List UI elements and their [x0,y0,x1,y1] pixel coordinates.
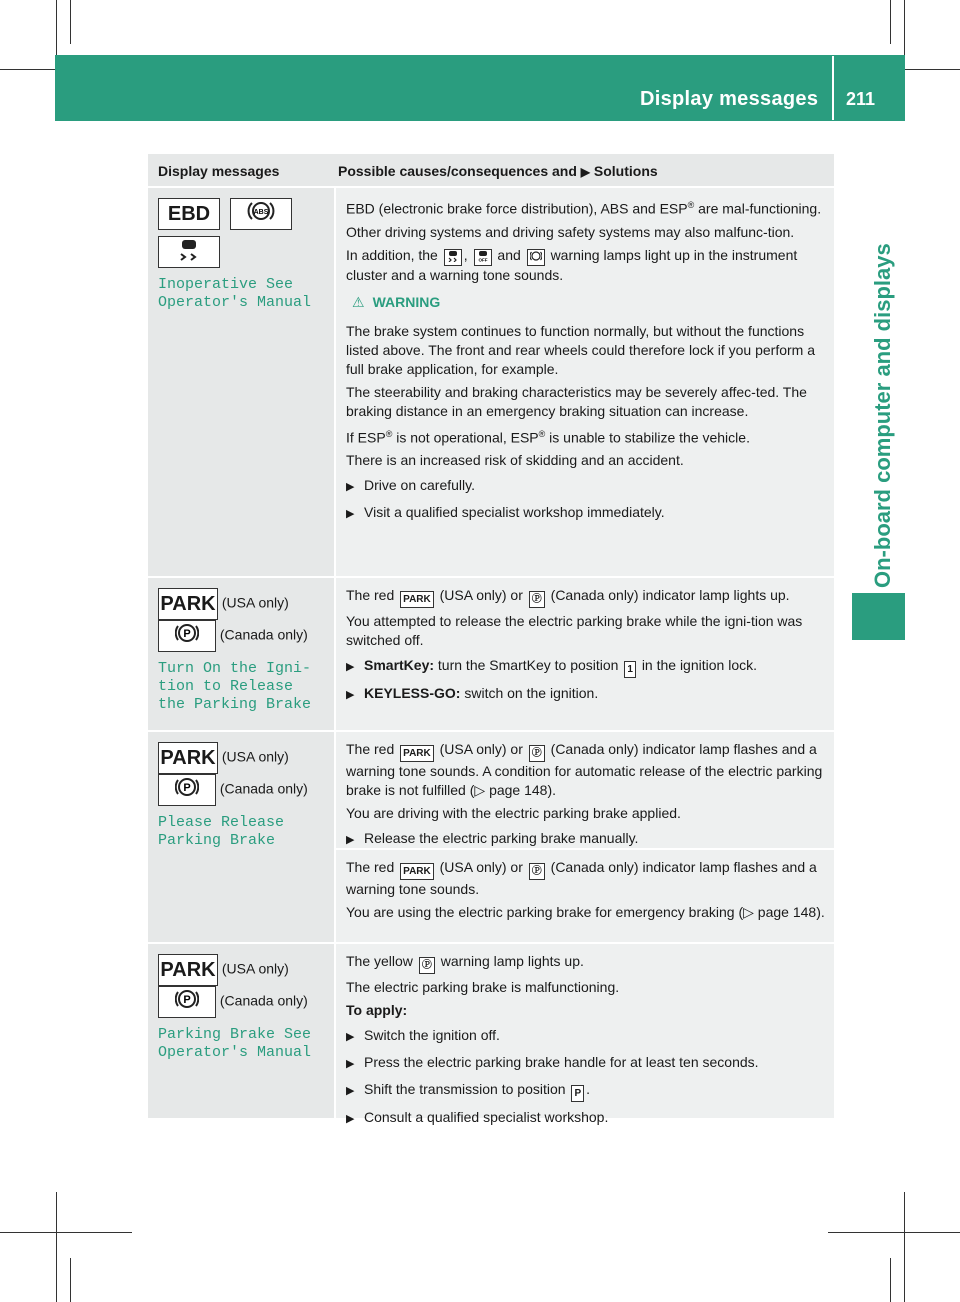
display-messages-table [148,154,834,1125]
solution-block: The yellow Ⓟ warning lamp lights up. The electric parking brake is malfunctioning. To apply: ▶ Switch the ignition off. ▶ Press the electric parking brake handle for at least ten seconds. ▶ Shift the transmission to position P . ▶ Consult a qualified specialist workshop. [336,944,834,1141]
park-icon: PARK [158,954,218,986]
svg-text:P: P [183,782,191,794]
park-icon: PARK [400,591,434,608]
gear-position-icon: P [571,1085,584,1102]
park-icon: PARK [158,588,218,620]
esp-off-icon [474,249,492,266]
parking-brake-icon: Ⓟ [419,957,435,974]
parking-brake-icon: Ⓟ [529,591,545,608]
solution-cell [334,732,834,942]
svg-text:P: P [183,994,191,1006]
instruction-step: ▶ Shift the transmission to position P . [346,1080,826,1102]
instruction-step: ▶ KEYLESS-GO: switch on the ignition. [346,684,826,705]
crop-mark [828,1232,960,1233]
page-reference[interactable]: ▷ page 148 [743,904,817,920]
side-tab [868,228,898,588]
column-header-messages: Display messages [158,163,280,179]
table-row [148,186,834,576]
page-reference[interactable]: ▷ page 148 [474,782,548,798]
message-cell: PARK (USA only) P (Canada only) Parking Brake See Operator's Manual [148,944,334,1118]
parking-brake-icon [158,986,216,1018]
parking-brake-icon [158,620,216,652]
display-message: Turn On the Igni‐ tion to Release the Parking Brake [158,660,312,713]
step-arrow-icon: ▶ [346,481,355,494]
message-cell: PARK (USA only) P (Canada only) Please Release Parking Brake [148,732,334,942]
solution-block: EBD (electronic brake force distribution), ABS and ESP® are mal-functioning. Other driving systems and driving safety systems may also malfunc-tion. In addition, the , OFF and warning lamps light up in the instrument cluster and a warning tone sounds. ⚠ WARNING The brake system continues to function normally, but without the functions listed above. The front and rear wheels could therefore lock if you perform a full brake application, for example. The steerability and braking characteristics may be severely affec-ted. The braking distance in an emergency braking situation can increase. If ESP® is not operational, ESP® is unable to stabilize the vehicle. There is an increased risk of skidding and an accident. ▶ Drive on carefully. ▶ Visit a qualified specialist workshop immediately. [336,188,834,536]
instruction-step: ▶ SmartKey: turn the SmartKey to position 1 in the ignition lock. [346,656,826,678]
table-header [148,154,834,186]
key-position-icon: 1 [624,661,636,678]
warning-triangle-icon: ⚠ [352,293,365,310]
step-arrow-icon: ▶ [346,661,355,673]
instruction-step: ▶ Consult a qualified specialist workshop. [346,1108,826,1129]
step-arrow-icon: ▶ [346,1058,355,1070]
crop-mark [890,0,891,44]
svg-text:OFF: OFF [478,257,488,262]
page-number: 211 [846,89,876,109]
header-divider [832,56,834,120]
solution-block: The red PARK (USA only) or Ⓟ (Canada only) indicator lamp flashes and a warning tone sounds. You are using the electric parking brake for emergency braking (▷ page 148). [336,848,834,942]
crop-mark [56,1192,57,1302]
park-icon: PARK [400,745,434,762]
svg-text:P: P [183,628,191,640]
side-tab-marker [852,593,905,640]
abs-warning-icon [230,198,292,230]
instruction-step: ▶ Release the electric parking brake manually. [346,829,826,850]
solution-block: The red PARK (USA only) or Ⓟ (Canada only) indicator lamp flashes and a warning tone sounds. A condition for automatic release of the electric parking brake is not fulfilled (▷ page 148). You are driving with the electric parking brake applied. ▶ Release the electric parking brake manually. [336,732,834,848]
table-row [148,576,834,730]
display-message: Parking Brake See Operator's Manual [158,1026,312,1061]
column-header-causes: Possible causes/consequences and ▶ Solutions [338,163,658,179]
crop-mark [70,0,71,44]
message-cell [148,188,334,576]
crop-mark [904,1192,905,1302]
table-row [148,730,834,942]
display-message: Inoperative See Operator's Manual [158,276,312,311]
page-title: Display messages [640,88,819,110]
instruction-step: ▶ Visit a qualified specialist workshop immediately. [346,503,826,524]
side-tab-label: On-board computer and displays [870,243,895,588]
crop-mark [890,1258,891,1302]
step-arrow-icon: ▶ [346,834,355,846]
parking-brake-icon: Ⓟ [529,745,545,762]
step-arrow-icon: ▶ [346,1113,355,1125]
instruction-step: ▶ Press the electric parking brake handle for at least ten seconds. [346,1053,826,1074]
park-icon: PARK [400,863,434,880]
display-message: Please Release Parking Brake [158,814,285,849]
warning-heading: ⚠ WARNING [352,293,441,310]
esp-skid-icon [444,249,462,266]
crop-mark [0,1232,132,1233]
solution-cell [334,188,834,576]
instruction-step: ▶ Drive on carefully. [346,476,826,497]
park-icon: PARK [158,742,218,774]
abs-warning-icon [527,249,545,266]
parking-brake-icon [158,774,216,806]
message-cell: PARK (USA only) P (Canada only) Turn On the Igni‐ tion to Release the Parking Brake [148,578,334,730]
parking-brake-icon: Ⓟ [529,863,545,880]
svg-text:ABS: ABS [253,209,269,216]
step-arrow-icon: ▶ [346,508,355,521]
step-arrow-icon: ▶ [346,1031,355,1043]
instruction-step: ▶ Switch the ignition off. [346,1026,826,1047]
step-arrow-icon: ▶ [346,689,355,701]
table-row [148,942,834,1125]
solution-cell [334,944,834,1125]
crop-mark [70,1258,71,1302]
esp-skid-icon [158,236,220,268]
ebd-icon: EBD [158,198,220,230]
solution-cell [334,578,834,730]
solution-block: The red PARK (USA only) or Ⓟ (Canada only) indicator lamp lights up. You attempted to release the electric parking brake while the igni-tion was switched off. ▶ SmartKey: turn the SmartKey to position 1 in the ignition lock. ▶ KEYLESS-GO: switch on the ignition. [336,578,834,717]
step-arrow-icon: ▶ [346,1085,355,1097]
step-arrow-icon: ▶ [580,165,591,179]
